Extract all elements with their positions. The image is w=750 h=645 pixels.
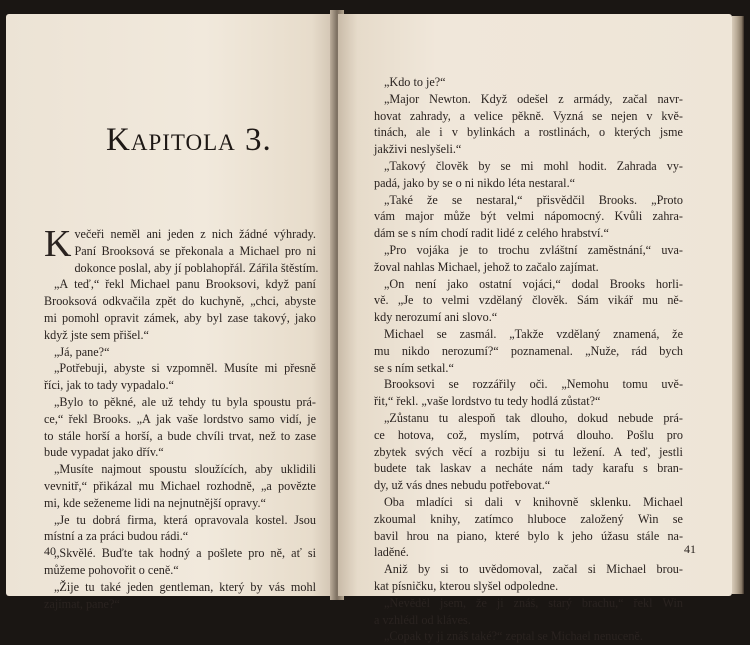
text-line: tinách, ale i v bylinkách a rostlinách, o kterých jsme: [374, 125, 683, 140]
text-line: mi, kde seženeme lidi na nejnutnější opravy.“: [44, 495, 266, 510]
drop-cap: K: [44, 223, 72, 265]
text-line: „Musíte najmout spoustu sloužících, aby uklidili: [54, 462, 316, 477]
text-line: žoval nahlas Michael, jehož to začalo zajímat.: [374, 259, 599, 274]
text-line: „Major Newton. Když odešel z armády, začal navr-: [384, 91, 683, 106]
text-line: „Zůstanu tu alespoň tak dlouho, dokud nebude prá-: [384, 410, 683, 425]
text-line: „Je tu dobrá firma, která opravovala kostel. Jsou: [54, 512, 316, 527]
text-line: vám major může být velmi nápomocný. Kvůli zahra-: [374, 209, 683, 224]
text-line: ce hotova, což, myslím, potrvá dlouho. Pošlu pro: [374, 427, 683, 442]
right-page: [338, 14, 732, 644]
text-line: Aniž by si to uvědomoval, začal si Michael brou-: [384, 562, 683, 577]
text-line: kat písničku, kterou slyšel odpoledne.: [374, 578, 559, 593]
page-number: 41: [684, 542, 696, 556]
text-line: „Copak ty ji znáš také?“ zeptal se Michael nenuceně.: [384, 629, 643, 644]
text-line: dám se s ním chodí radit lidé z celého hrabství.“: [374, 226, 609, 241]
text-line: „Potřebuji, abyste si vzpomněl. Musíte mi přesně: [54, 361, 316, 376]
right-page-text: [374, 74, 683, 645]
text-line: kdy nerozumí ani slovo.“: [374, 310, 498, 325]
text-line: vevnitř,“ přikázal mu Michael rozhodně, „a povězte: [44, 478, 316, 493]
text-line: „Také že se nestaral,“ přisvědčil Brooks. „Proto: [384, 192, 683, 207]
text-line: řit,“ řekl. „vaše lordstvo tu tedy hodlá zůstat?“: [374, 394, 601, 409]
text-line: místní a za práci budou rádi.“: [44, 529, 189, 544]
text-line: „Skvělé. Buďte tak hodný a pošlete pro ně, ať si: [54, 546, 316, 561]
text-line: bavil hrou na piano, které bylo k jeho úžasu stále na-: [374, 528, 683, 543]
text-line: ce,“ řekl Brooks. „A jak vaše lordstvo samo vidí, je: [44, 411, 316, 426]
text-line: hovat zahrady, a velice pěkně. Vyzná se nejen v kvě-: [374, 108, 683, 123]
left-page: [6, 14, 338, 611]
text-line: bude vypadat jako dřív.“: [44, 445, 164, 460]
text-line: Brooksovi se rozzářily oči. „Nemohu tomu uvě-: [384, 377, 683, 392]
text-line: „Já, pane?“: [54, 344, 110, 359]
text-line: mi pomohl opravit zámek, aby byl zase takový, jako: [44, 310, 316, 325]
text-line: Brooksová odkvačila zpět do kuchyně, „chci, abyste: [44, 294, 316, 309]
text-line: „On není jako ostatní vojáci,“ dodal Brooks horli-: [384, 276, 683, 291]
text-line: mu nikdo nerozumí?“ poznamenal. „Nuže, rád bych: [374, 343, 683, 358]
text-line: a vzhlédl od kláves.: [374, 612, 471, 627]
text-line: dy, už vás dnes nebudu potřebovat.“: [374, 478, 551, 493]
text-line: budete tak laskav a necháte nám tady karafu s bran-: [374, 461, 683, 476]
text-line: padá, jako by se o ni nikdo léta nestaral.“: [374, 175, 576, 190]
text-line: „Takový člověk by se mi mohl hodit. Zahrada vy-: [384, 158, 683, 173]
text-line: večeři neměl ani jeden z nich žádné výhrady.: [74, 227, 316, 241]
text-line: zajímat, pane?“: [44, 596, 120, 611]
text-line: se s ním setkal.“: [374, 360, 454, 375]
text-line: dokonce poslal, aby jí poblahopřál. Zářila štěstím.: [74, 260, 319, 275]
text-line: laděné.: [374, 545, 409, 560]
text-line: „Žije tu také jeden gentleman, který by vás mohl: [54, 579, 316, 594]
text-line: zbytek svých věcí a rozbiju si tu ležení. A teď, jestli: [374, 444, 683, 459]
text-line: Paní Brooksová se překonala a Michael pro ni: [74, 243, 316, 258]
text-line: Michael se zasmál. „Takže vzdělaný znamená, že: [384, 326, 683, 341]
text-line: když jste sem přišel.“: [44, 327, 149, 342]
text-line: můžeme pohovořit o ceně.“: [44, 562, 179, 577]
text-line: Oba mladíci si dali v knihovně sklenku. Michael: [384, 494, 683, 509]
text-line: to stále horší a horší, a bude chvíli trvat, než to zase: [44, 428, 316, 443]
chapter-title: Kapitola 3.: [106, 122, 272, 158]
text-line: „Kdo to je?“: [384, 75, 446, 89]
text-line: zkoumal knihy, zatímco hluboce založený Win se: [374, 511, 683, 526]
text-line: „Nevěděl jsem, že ji znáš, starý brachu,“ řekl Win: [384, 595, 683, 610]
left-page-text: [44, 223, 319, 612]
text-line: vě. „Je to velmi vzdělaný člověk. Sám vikář mu ně-: [374, 293, 683, 308]
opening-paragraph: [44, 223, 319, 276]
text-line: jakživi neslyšeli.“: [374, 142, 462, 157]
text-line: říci, jak to tady vypadalo.“: [44, 378, 174, 393]
text-line: „Bylo to pěkné, ale už tehdy tu byla spoustu prá-: [54, 394, 316, 409]
text-line: „Pro vojáka je to trochu zvláštní zaměstnání,“ uva-: [384, 242, 683, 257]
page-edges: [732, 16, 744, 594]
page-number: 40: [44, 544, 56, 558]
text-line: „A teď,“ řekl Michael panu Brooksovi, když paní: [54, 277, 316, 292]
